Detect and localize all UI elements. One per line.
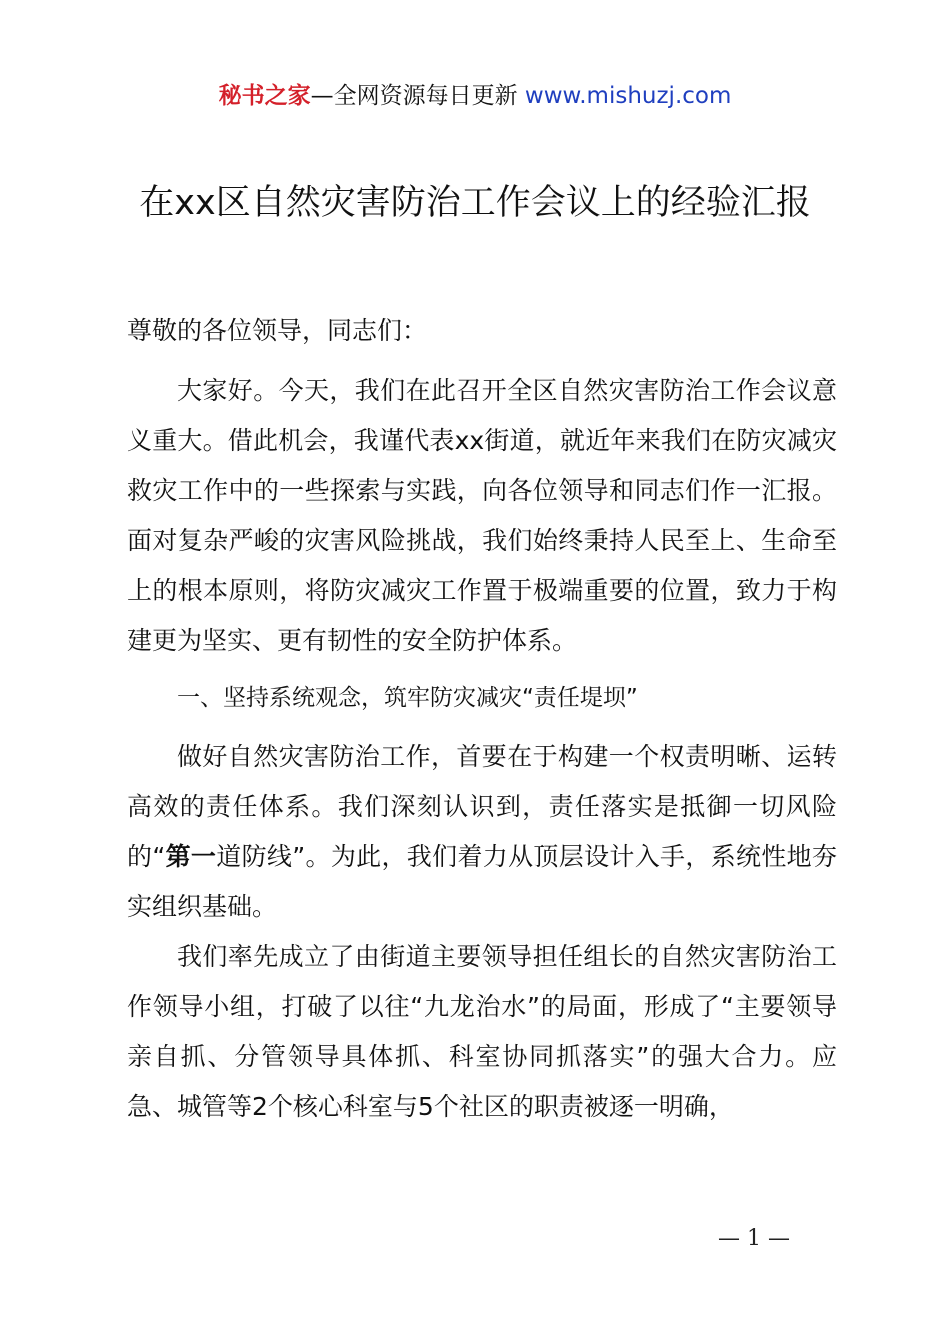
paragraph-text: 道防线”。为此，我们着力从顶层设计入手，系统性地夯实组织基础。 [127, 842, 837, 921]
document-title: 在xx区自然灾害防治工作会议上的经验汇报 [139, 183, 811, 223]
paragraph-responsibility [127, 732, 837, 932]
page-number: — 1 — [718, 1226, 790, 1251]
document-body [127, 306, 837, 1132]
site-banner [0, 80, 950, 112]
salutation: 尊敬的各位领导，同志们： [127, 316, 428, 345]
paragraph-text: 做好自然灾害防治工作，首要在于构建一个权责明晰、运转高效的责任体系。我们深刻认识到，责任落实是抵御一切风险的“ [127, 742, 837, 871]
emphasis-text: 第一 [165, 842, 217, 871]
section-heading-1: 一、坚持系统观念，筑牢防灾减灾“责任堤坝” [177, 685, 638, 711]
brand-name: 秘书之家 [218, 83, 311, 109]
site-url-link[interactable]: www.mishuzj.com [524, 83, 732, 109]
paragraph-leadership-group: 我们率先成立了由街道主要领导担任组长的自然灾害防治工作领导小组，打破了以往“九龙治水”的局面，形成了“主要领导亲自抓、分管领导具体抓、科室协同抓落实”的强大合力。应急、城管等2个核心科室与5个社区的职责被逐一明确， [127, 942, 837, 1121]
paragraph-opening: 大家好。今天，我们在此召开全区自然灾害防治工作会议意义重大。借此机会，我谨代表xx街道，就近年来我们在防灾减灾救灾工作中的一些探索与实践，向各位领导和同志们作一汇报。面对复杂严峻的灾害风险挑战，我们始终秉持人民至上、生命至上的根本原则，将防灾减灾工作置于极端重要的位置，致力于构建更为坚实、更有韧性的安全防护体系。 [127, 376, 837, 655]
banner-tagline: —全网资源每日更新 [310, 83, 518, 109]
